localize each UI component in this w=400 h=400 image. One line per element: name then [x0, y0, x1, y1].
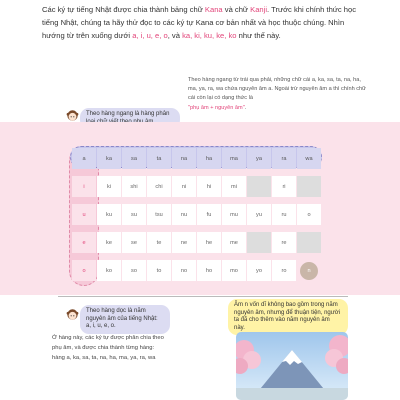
kana-cell: o	[297, 204, 321, 225]
kana-cell	[297, 232, 321, 253]
kana-cell: e	[72, 232, 96, 253]
kana-cell: wa	[297, 148, 321, 169]
kana-cell: te	[147, 232, 171, 253]
kana-cell: ke	[97, 232, 121, 253]
body-text: Ở hàng này, các ký tự được phân chia theo phụ âm, và được chia thành từng hàng: hàng a, ka, sa, ta, na, ha, ma, ya, ra, wa	[52, 335, 164, 361]
kana-cell: shi	[122, 176, 146, 197]
kana-cell	[297, 176, 321, 197]
kana-cell: sa	[122, 148, 146, 169]
kana-cell: u	[72, 204, 96, 225]
kana-cell: n	[300, 262, 318, 280]
kana-cell: yu	[247, 204, 271, 225]
kana-cell: ha	[197, 148, 221, 169]
kana-term: Kana	[204, 5, 223, 14]
kana-cell: ru	[272, 204, 296, 225]
kanji-term: Kanji	[250, 5, 268, 14]
kana-cell: fu	[197, 204, 221, 225]
kana-cell: mu	[222, 204, 246, 225]
kana-cell: su	[122, 204, 146, 225]
row-explanation-bubble: Theo hàng ngang là hàng phân	[80, 108, 180, 129]
kana-cell	[247, 176, 271, 197]
kana-cell: ku	[97, 204, 121, 225]
kana-cell: nu	[172, 204, 196, 225]
kana-cell: i	[72, 176, 96, 197]
ka-series: ka, ki, ku, ke, ko	[182, 30, 237, 40]
kana-cell: o	[72, 260, 96, 281]
kana-cell: a	[72, 148, 96, 169]
kana-cell: na	[172, 148, 196, 169]
kana-cell: mo	[222, 260, 246, 281]
n-explanation-bubble: Âm n vốn dĩ không bao gồm trong năm nguyên âm, nhưng để thuận tiện, người ta đã cho thêm vào năm nguyên âm này.	[228, 299, 348, 335]
kana-cell: chi	[147, 176, 171, 197]
kana-cell: ko	[97, 260, 121, 281]
girl-icon	[66, 308, 79, 321]
kana-cell: to	[147, 260, 171, 281]
kana-cell: ma	[222, 148, 246, 169]
formula: "phụ âm + nguyên âm"	[188, 104, 245, 111]
kana-cell: ya	[247, 148, 271, 169]
kana-cell: ho	[197, 260, 221, 281]
kana-cell: se	[122, 232, 146, 253]
kana-cell: ro	[272, 260, 296, 281]
mount-fuji-photo	[236, 332, 348, 400]
vowel-list: a, i, u, e, o	[132, 30, 168, 40]
column-explanation-bubble: Theo hàng dọc là năm nguyên âm của tiếng Nhật: a, i, u, e, o.	[80, 305, 170, 334]
kana-cell: ni	[172, 176, 196, 197]
intro-paragraph: Các ký tự tiếng Nhật được chia thành bảng chữ Kana và chữ Kanji. Trước khi chính thức học tiếng Nhật, chúng ta hãy thử đọc to các ký tự Kana cơ bản nhất và học thuộc chúng. Nhìn hướng từ trên xuống dưới a, i, u, e, o, và ka, ki, ku, ke, ko như thế này.	[42, 5, 357, 40]
kana-cell: ka	[97, 148, 121, 169]
kana-cell: yo	[247, 260, 271, 281]
kana-cell: tsu	[147, 204, 171, 225]
kana-cell: ra	[272, 148, 296, 169]
kana-cell: ne	[172, 232, 196, 253]
kana-cell: re	[272, 232, 296, 253]
kana-cell: ta	[147, 148, 171, 169]
kana-cell: me	[222, 232, 246, 253]
kana-cell: mi	[222, 176, 246, 197]
kana-cell: no	[172, 260, 196, 281]
kana-cell: ki	[97, 176, 121, 197]
kana-cell: ri	[272, 176, 296, 197]
table-axis-line	[58, 296, 348, 297]
kana-cell: hi	[197, 176, 221, 197]
girl-icon	[66, 109, 79, 122]
kana-cell	[247, 232, 271, 253]
kana-cell: he	[197, 232, 221, 253]
side-note: Theo hàng ngang từ trái qua phải, những chữ cái a, ka, sa, ta, na, ha, ma, ya, ra, wa chứa nguyên âm a. Ngoài trừ nguyên âm a thì chính chữ cái còn lại có dạng thức là "phụ âm + nguyên âm".	[188, 77, 366, 111]
kana-cell: so	[122, 260, 146, 281]
